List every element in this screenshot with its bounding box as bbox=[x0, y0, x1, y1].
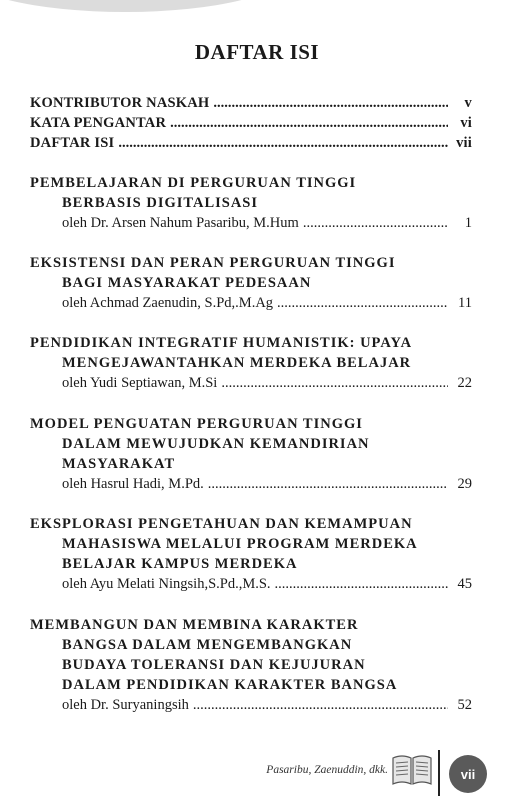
chapter-title-line: BERBASIS DIGITALISASI bbox=[62, 195, 259, 211]
chapter-title-line: PENDIDIKAN INTEGRATIF HUMANISTIK: UPAYA bbox=[30, 335, 413, 351]
toc-front-item[interactable] bbox=[30, 113, 472, 133]
toc-front-item[interactable] bbox=[30, 93, 472, 113]
chapter-title bbox=[30, 253, 460, 293]
chapter-author: oleh Ayu Melati Ningsih,S.Pd.,M.S. bbox=[62, 576, 271, 592]
toc-label: KONTRIBUTOR NASKAH bbox=[30, 95, 210, 111]
chapter-page: 45 bbox=[457, 576, 472, 592]
chapter-author: oleh Dr. Suryaningsih bbox=[62, 697, 189, 713]
chapter-title bbox=[30, 615, 460, 695]
chapter-title-line: PEMBELAJARAN DI PERGURUAN TINGGI bbox=[30, 175, 357, 191]
chapter-author-line[interactable] bbox=[62, 213, 472, 233]
footer-authors: Pasaribu, Zaenuddin, dkk. bbox=[266, 764, 388, 776]
leader-dots bbox=[208, 474, 448, 494]
chapter-author-line[interactable] bbox=[62, 574, 472, 594]
toc-page: vii bbox=[456, 135, 472, 151]
leader-dots bbox=[275, 574, 448, 594]
chapter-page: 22 bbox=[457, 375, 472, 391]
chapter-title-line: BELAJAR KAMPUS MERDEKA bbox=[62, 556, 298, 572]
chapter-title-line: BUDAYA TOLERANSI DAN KEJUJURAN bbox=[62, 657, 366, 673]
chapter-title bbox=[30, 414, 460, 474]
chapter-author: oleh Achmad Zaenudin, S.Pd,.M.Ag bbox=[62, 295, 274, 311]
footer-divider bbox=[438, 750, 440, 796]
chapter-page: 52 bbox=[457, 697, 472, 713]
chapter-title-line: MEMBANGUN DAN MEMBINA KARAKTER bbox=[30, 617, 359, 633]
toc-label: KATA PENGANTAR bbox=[30, 115, 167, 131]
open-book-icon bbox=[391, 753, 433, 787]
toc-label: DAFTAR ISI bbox=[30, 135, 115, 151]
leader-dots bbox=[193, 695, 448, 715]
page-title: DAFTAR ISI bbox=[194, 40, 320, 64]
chapter-page: 29 bbox=[457, 476, 472, 492]
toc-page: v bbox=[464, 95, 472, 111]
toc-front-item[interactable] bbox=[30, 133, 472, 153]
chapter-title-line: MASYARAKAT bbox=[62, 456, 176, 472]
chapter-title bbox=[30, 514, 460, 574]
chapter-author-line[interactable] bbox=[62, 373, 472, 393]
chapter-title-line: EKSPLORASI PENGETAHUAN DAN KEMAMPUAN bbox=[30, 516, 413, 532]
chapter-title-line: EKSISTENSI DAN PERAN PERGURUAN TINGGI bbox=[30, 255, 396, 271]
page-number-badge: vii bbox=[449, 755, 487, 793]
leader-dots bbox=[118, 133, 448, 153]
chapter-author: oleh Yudi Septiawan, M.Si bbox=[62, 375, 218, 391]
leader-dots bbox=[277, 293, 448, 313]
chapter-title-line: BANGSA DALAM MENGEMBANGKAN bbox=[62, 637, 353, 653]
chapter-title-line: DALAM PENDIDIKAN KARAKTER BANGSA bbox=[62, 677, 398, 693]
chapter-author-line[interactable] bbox=[62, 695, 472, 715]
chapter-title-line: BAGI MASYARAKAT PEDESAAN bbox=[62, 275, 312, 291]
chapter-author-line[interactable] bbox=[62, 474, 472, 494]
chapter-title bbox=[30, 173, 460, 213]
chapter-title-line: MENGEJAWANTAHKAN MERDEKA BELAJAR bbox=[62, 355, 412, 371]
leader-dots bbox=[213, 93, 448, 113]
leader-dots bbox=[170, 113, 448, 133]
chapter-title-line: MAHASISWA MELALUI PROGRAM MERDEKA bbox=[62, 536, 418, 552]
chapter-title-line: MODEL PENGUATAN PERGURUAN TINGGI bbox=[30, 416, 363, 432]
leader-dots bbox=[303, 213, 448, 233]
header-decoration bbox=[0, 0, 290, 12]
chapter-page: 11 bbox=[458, 295, 472, 311]
toc-page: vi bbox=[460, 115, 472, 131]
chapter-page: 1 bbox=[464, 215, 472, 231]
chapter-author-line[interactable] bbox=[62, 293, 472, 313]
chapter-title bbox=[30, 333, 460, 373]
leader-dots bbox=[221, 373, 448, 393]
chapter-author: oleh Dr. Arsen Nahum Pasaribu, M.Hum bbox=[62, 215, 299, 231]
chapter-title-line: DALAM MEWUJUDKAN KEMANDIRIAN bbox=[62, 436, 370, 452]
chapter-author: oleh Hasrul Hadi, M.Pd. bbox=[62, 476, 204, 492]
